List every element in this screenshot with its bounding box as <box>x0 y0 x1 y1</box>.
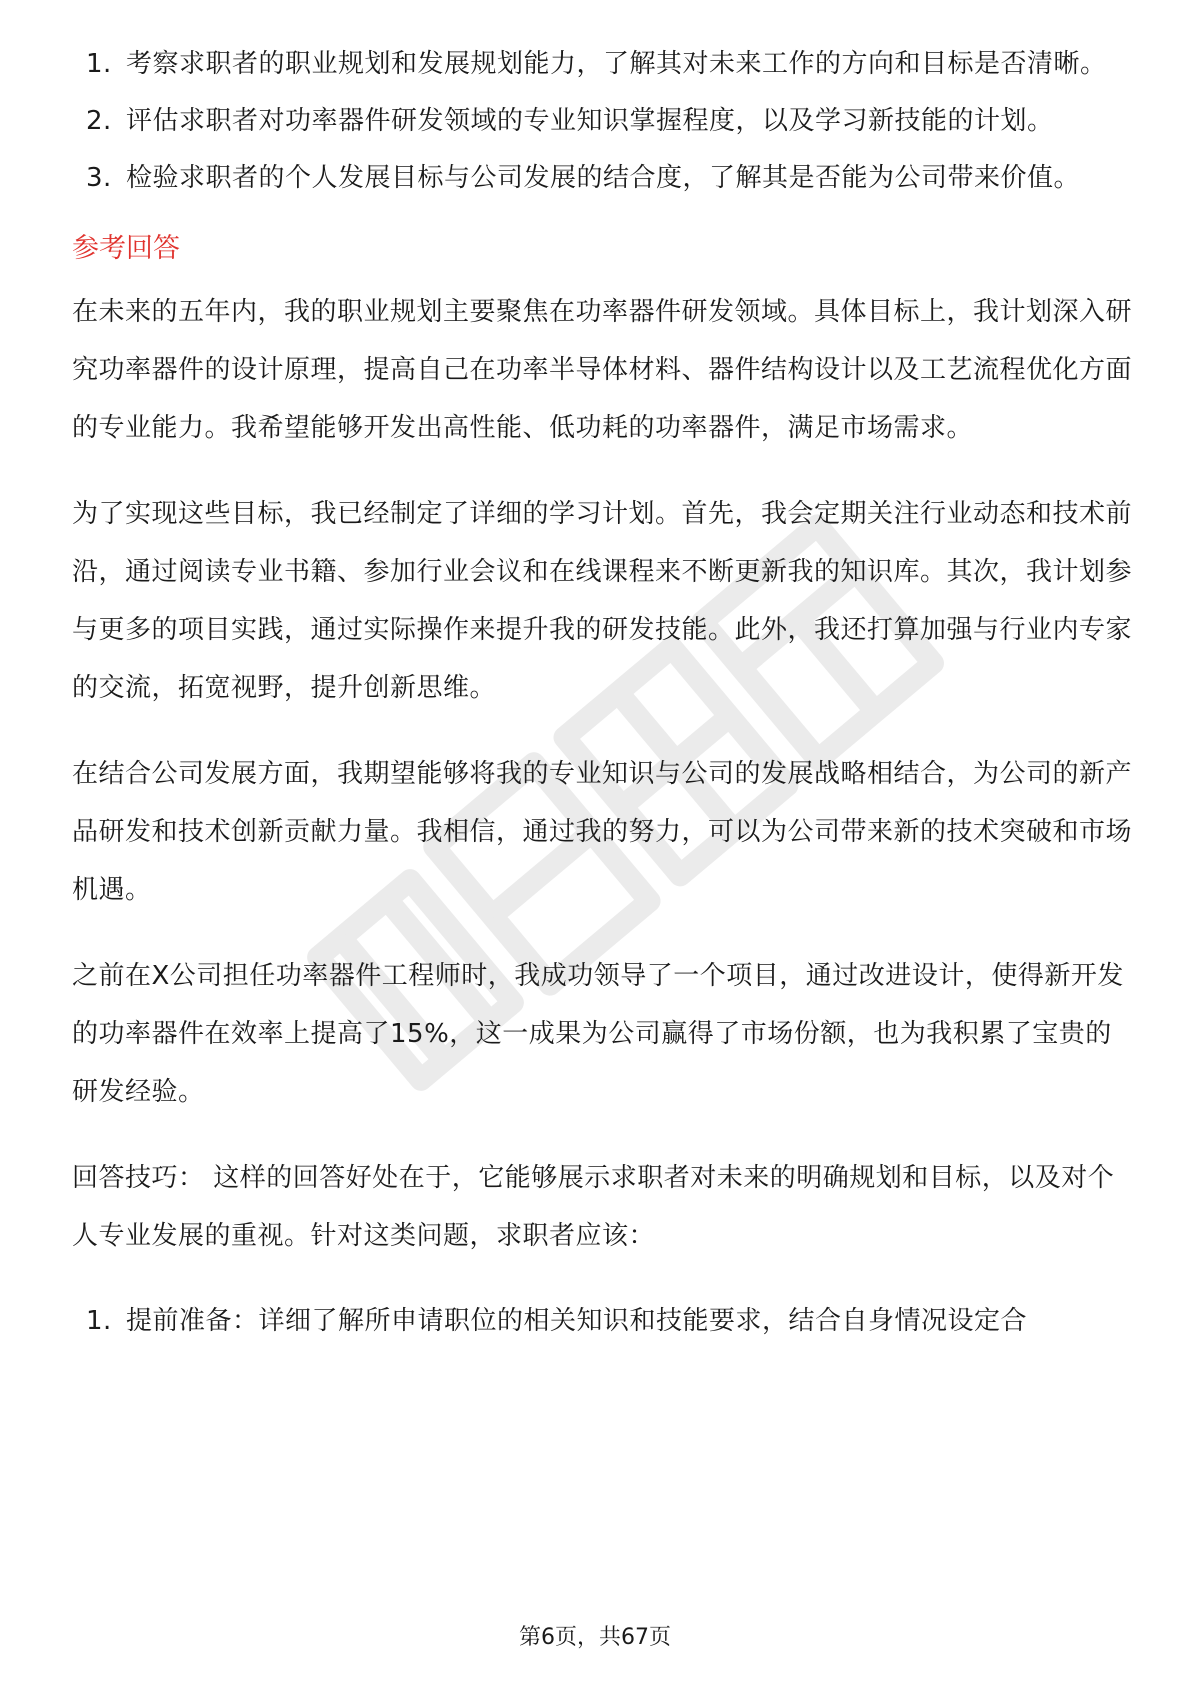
answer-paragraph: 在未来的五年内，我的职业规划主要聚焦在功率器件研发领域。具体目标上，我计划深入研究功率器件的设计原理，提高自己在功率半导体材料、器件结构设计以及工艺流程优化方面的专业能力。我希望能够开发出高性能、低功耗的功率器件，满足市场需求。 <box>72 297 1133 443</box>
list-item <box>72 93 1132 150</box>
answer-paragraph: 之前在X公司担任功率器件工程师时，我成功领导了一个项目，通过改进设计，使得新开发的功率器件在效率上提高了15%，这一成果为公司赢得了市场份额，也为我积累了宝贵的研发经验。 <box>72 961 1124 1107</box>
list-item-text: 提前准备：详细了解所申请职位的相关知识和技能要求，结合自身情况设定合 <box>126 1306 1028 1336</box>
list-number: 1. <box>86 49 112 79</box>
list-item-text: 检验求职者的个人发展目标与公司发展的结合度，了解其是否能为公司带来价值。 <box>126 163 1081 193</box>
answer-paragraph: 在结合公司发展方面，我期望能够将我的专业知识与公司的发展战略相结合，为公司的新产品研发和技术创新贡献力量。我相信，通过我的努力，可以为公司带来新的技术突破和市场机遇。 <box>72 759 1133 905</box>
top-numbered-list <box>72 36 1132 207</box>
list-number: 3. <box>86 163 112 193</box>
list-number: 2. <box>86 106 112 136</box>
list-number: 1. <box>86 1306 112 1336</box>
list-item <box>72 1293 1132 1350</box>
page-footer: 第6页，共67页 <box>519 1625 671 1650</box>
list-item-text: 考察求职者的职业规划和发展规划能力，了解其对未来工作的方向和目标是否清晰。 <box>126 49 1107 79</box>
tips-paragraph: 回答技巧： 这样的回答好处在于，它能够展示求职者对未来的明确规划和目标，以及对个人专业发展的重视。针对这类问题，求职者应该： <box>72 1163 1115 1251</box>
page-content <box>72 36 1132 1350</box>
list-item <box>72 36 1132 93</box>
section-title: 参考回答 <box>72 233 180 264</box>
answer-paragraph: 为了实现这些目标，我已经制定了详细的学习计划。首先，我会定期关注行业动态和技术前沿，通过阅读专业书籍、参加行业会议和在线课程来不断更新我的知识库。其次，我计划参与更多的项目实践，通过实际操作来提升我的研发技能。此外，我还打算加强与行业内专家的交流，拓宽视野，提升创新思维。 <box>72 499 1133 703</box>
list-item-text: 评估求职者对功率器件研发领域的专业知识掌握程度，以及学习新技能的计划。 <box>126 106 1054 136</box>
list-item <box>72 150 1132 207</box>
bottom-numbered-list <box>72 1293 1132 1350</box>
